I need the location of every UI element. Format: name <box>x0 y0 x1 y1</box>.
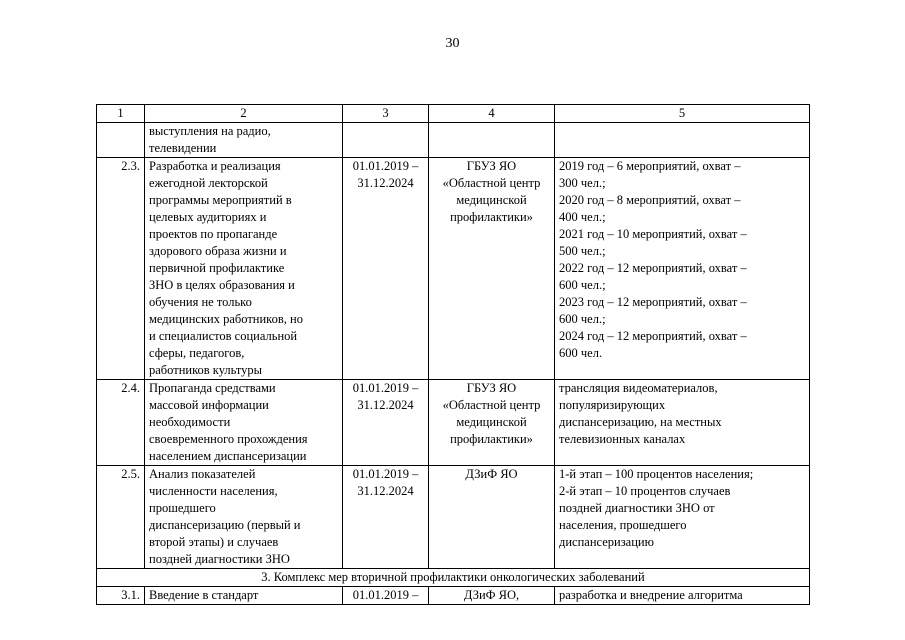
expected-result-line: 600 чел.; <box>559 312 606 326</box>
period-line: 01.01.2019 – <box>352 467 419 481</box>
measure-name-line: Пропаганда средствами <box>149 381 276 395</box>
item-number <box>97 466 145 569</box>
expected-result-line: 2020 год – 8 мероприятий, охват – <box>559 193 741 207</box>
period <box>343 123 429 158</box>
table-row <box>97 158 810 380</box>
measure-name <box>145 158 343 380</box>
measure-name-line: диспансеризацию (первый и <box>149 518 301 532</box>
table-row <box>97 587 810 605</box>
period <box>343 466 429 569</box>
expected-result-line: поздней диагностики ЗНО от <box>559 501 715 515</box>
expected-result <box>555 587 810 605</box>
measure-name-line: телевидении <box>149 141 217 155</box>
measure-name-line: поздней диагностики ЗНО <box>149 552 290 566</box>
measure-name-line: работников культуры <box>149 363 263 377</box>
measure-name-line: первичной профилактике <box>149 261 285 275</box>
expected-result-line: 2-й этап – 10 процентов случаев <box>559 484 731 498</box>
column-header: 4 <box>429 105 555 123</box>
expected-result-line: 2021 год – 10 мероприятий, охват – <box>559 227 747 241</box>
item-number-line: 3.1. <box>121 588 140 602</box>
expected-result <box>555 123 810 158</box>
expected-result <box>555 158 810 380</box>
period-line: 01.01.2019 – <box>352 588 419 602</box>
table-header-row <box>97 105 810 123</box>
item-number-line: 2.4. <box>121 381 140 395</box>
section-title: 3. Комплекс мер вторичной профилактики онкологических заболеваний <box>97 569 810 587</box>
column-header: 2 <box>145 105 343 123</box>
expected-result-line: 500 чел.; <box>559 244 606 258</box>
responsible-line: профилактики» <box>450 432 533 446</box>
measure-name-line: ЗНО в целях образования и <box>149 278 295 292</box>
page-number: 30 <box>445 36 460 51</box>
measure-name-line: Введение в стандарт <box>149 588 259 602</box>
period <box>343 158 429 380</box>
responsible-line: профилактики» <box>450 210 533 224</box>
item-number-line: 2.3. <box>121 159 140 173</box>
measure-name-line: населением диспансеризации <box>149 449 307 463</box>
measure-name-line: второй этапы) и случаев <box>149 535 279 549</box>
measure-name-line: массовой информации <box>149 398 269 412</box>
item-number-line: 2.5. <box>121 467 140 481</box>
responsible-line: ГБУЗ ЯО <box>466 381 517 395</box>
responsible <box>429 158 555 380</box>
period-line: 01.01.2019 – <box>352 159 419 173</box>
measure-name-line: необходимости <box>149 415 231 429</box>
responsible-line: ГБУЗ ЯО <box>466 159 517 173</box>
measure-name-line: программы мероприятий в <box>149 193 292 207</box>
measure-name <box>145 380 343 466</box>
measure-name <box>145 587 343 605</box>
column-header: 3 <box>343 105 429 123</box>
period-line: 31.12.2024 <box>357 176 414 190</box>
responsible-line: «Областной центр <box>442 398 541 412</box>
expected-result-line: 600 чел.; <box>559 278 606 292</box>
period-line: 31.12.2024 <box>357 398 414 412</box>
item-number <box>97 123 145 158</box>
measure-name-line: целевых аудиториях и <box>149 210 267 224</box>
responsible-line: «Областной центр <box>442 176 541 190</box>
responsible <box>429 380 555 466</box>
expected-result-line: диспансеризацию, на местных <box>559 415 722 429</box>
column-header: 5 <box>555 105 810 123</box>
measure-name-line: Разработка и реализация <box>149 159 281 173</box>
responsible-line: ДЗиФ ЯО, <box>463 588 520 602</box>
measure-name-line: сферы, педагогов, <box>149 346 245 360</box>
measure-name-line: медицинских работников, но <box>149 312 303 326</box>
section-row <box>97 569 810 587</box>
responsible <box>429 466 555 569</box>
expected-result-line: телевизионных каналах <box>559 432 686 446</box>
expected-result-line: 600 чел. <box>559 346 603 360</box>
period-line: 01.01.2019 – <box>352 381 419 395</box>
responsible <box>429 587 555 605</box>
table-row <box>97 380 810 466</box>
measure-name-line: проектов по пропаганде <box>149 227 278 241</box>
period-line: 31.12.2024 <box>357 484 414 498</box>
period <box>343 380 429 466</box>
expected-result-line: 2023 год – 12 мероприятий, охват – <box>559 295 747 309</box>
measures-table <box>96 104 810 605</box>
expected-result-line: популяризирующих <box>559 398 666 412</box>
expected-result-line: населения, прошедшего <box>559 518 687 532</box>
responsible <box>429 123 555 158</box>
expected-result-line: 2019 год – 6 мероприятий, охват – <box>559 159 741 173</box>
expected-result <box>555 380 810 466</box>
measure-name-line: обучения не только <box>149 295 252 309</box>
item-number <box>97 380 145 466</box>
measure-name-line: численности населения, <box>149 484 278 498</box>
measure-name <box>145 123 343 158</box>
expected-result-line: 400 чел.; <box>559 210 606 224</box>
responsible-line: медицинской <box>456 193 527 207</box>
table-row <box>97 466 810 569</box>
measure-name-line: выступления на радио, <box>149 124 271 138</box>
expected-result-line: 1-й этап – 100 процентов населения; <box>559 467 754 481</box>
item-number <box>97 158 145 380</box>
measure-name-line: Анализ показателей <box>149 467 256 481</box>
expected-result-line: 2024 год – 12 мероприятий, охват – <box>559 329 747 343</box>
measure-name-line: прошедшего <box>149 501 216 515</box>
expected-result-line: трансляция видеоматериалов, <box>559 381 718 395</box>
measure-name-line: и специалистов социальной <box>149 329 298 343</box>
expected-result-line: диспансеризацию <box>559 535 654 549</box>
expected-result-line: 2022 год – 12 мероприятий, охват – <box>559 261 747 275</box>
expected-result-line: разработка и внедрение алгоритма <box>559 588 743 602</box>
item-number <box>97 587 145 605</box>
table-row <box>97 123 810 158</box>
responsible-line: медицинской <box>456 415 527 429</box>
measure-name-line: здорового образа жизни и <box>149 244 287 258</box>
responsible-line: ДЗиФ ЯО <box>465 467 518 481</box>
column-header: 1 <box>97 105 145 123</box>
expected-result-line: 300 чел.; <box>559 176 606 190</box>
measure-name <box>145 466 343 569</box>
period <box>343 587 429 605</box>
measure-name-line: ежегодной лекторской <box>149 176 268 190</box>
measure-name-line: своевременного прохождения <box>149 432 308 446</box>
expected-result <box>555 466 810 569</box>
